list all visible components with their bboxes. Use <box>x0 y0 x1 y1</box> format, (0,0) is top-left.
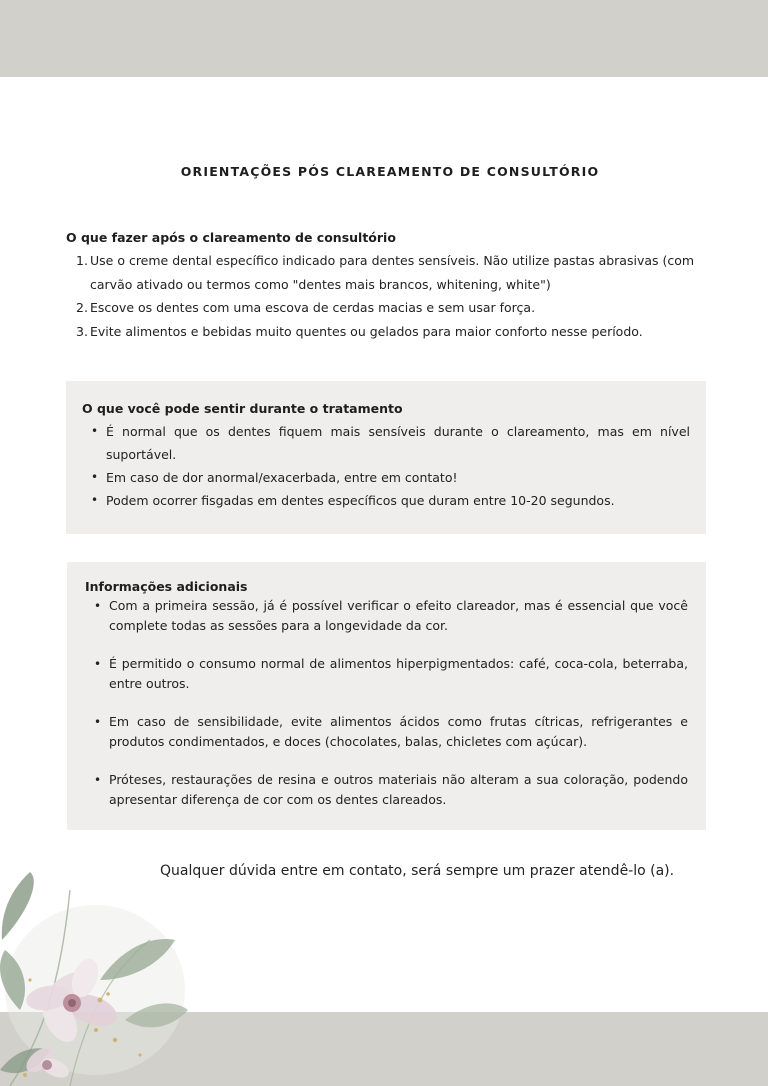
list-item <box>85 654 688 694</box>
list-item <box>82 420 690 466</box>
after-whitening-list <box>66 249 716 343</box>
list-item-text: Evite alimentos e bebidas muito quentes ou gelados para maior conforto nesse período. <box>90 323 643 339</box>
list-item <box>82 466 690 489</box>
after-whitening-heading: O que fazer após o clareamento de consultório <box>66 230 396 245</box>
list-item-text: Em caso de dor anormal/exacerbada, entre em contato! <box>106 470 458 485</box>
additional-info-heading: Informações adicionais <box>85 579 248 594</box>
top-band <box>0 0 768 77</box>
additional-info-box <box>67 562 706 830</box>
list-item <box>82 489 690 512</box>
list-item <box>85 770 688 810</box>
treatment-feel-list <box>82 420 690 512</box>
list-item <box>66 320 716 344</box>
list-item-text: É permitido o consumo normal de alimentos hiperpigmentados: café, coca-cola, beterraba, entre outros. <box>109 656 688 691</box>
treatment-feel-box <box>66 381 706 534</box>
list-item-text: Com a primeira sessão, já é possível verificar o efeito clareador, mas é essencial que você complete todas as sessões para a longevidade da cor. <box>109 598 688 633</box>
list-item-text: Use o creme dental específico indicado para dentes sensíveis. Não utilize pastas abrasivas (com carvão ativado ou termos como "dentes mais brancos, whitening, white") <box>90 253 695 292</box>
floral-decoration-icon <box>0 870 190 1086</box>
list-number: 1. <box>76 253 88 268</box>
list-item-text: Escove os dentes com uma escova de cerdas macias e sem usar força. <box>90 300 536 315</box>
list-item-text: Podem ocorrer fisgadas em dentes específicos que duram entre 10-20 segundos. <box>106 493 615 508</box>
list-item <box>85 596 688 636</box>
list-item-text: Próteses, restaurações de resina e outros materiais não alteram a sua coloração, podendo apresentar diferença de cor com os dentes clareados. <box>109 772 688 807</box>
bullet-icon: • <box>94 715 102 729</box>
bullet-icon: • <box>94 599 102 613</box>
bullet-icon: • <box>94 657 102 671</box>
bullet-icon: • <box>91 493 99 507</box>
list-item-text: Em caso de sensibilidade, evite alimentos ácidos como frutas cítricas, refrigerantes e produtos condimentados, e doces (chocolates, balas, chicletes com açúcar). <box>109 714 688 749</box>
list-item <box>66 296 716 320</box>
bullet-icon: • <box>94 773 102 787</box>
closing-message: Qualquer dúvida entre em contato, será sempre um prazer atendê-lo (a). <box>160 863 675 879</box>
bullet-icon: • <box>91 470 99 484</box>
list-number: 3. <box>76 323 88 339</box>
treatment-feel-heading: O que você pode sentir durante o tratamento <box>82 401 403 416</box>
list-number: 2. <box>76 300 88 315</box>
list-item <box>85 712 688 752</box>
page-title: ORIENTAÇÕES PÓS CLAREAMENTO DE CONSULTÓRIO <box>180 164 600 179</box>
after-whitening-section <box>66 230 716 343</box>
additional-info-list <box>85 596 688 810</box>
list-item-text: É normal que os dentes fiquem mais sensíveis durante o clareamento, mas em nível suportável. <box>106 424 690 462</box>
bullet-icon: • <box>91 424 99 438</box>
list-item <box>66 249 716 296</box>
